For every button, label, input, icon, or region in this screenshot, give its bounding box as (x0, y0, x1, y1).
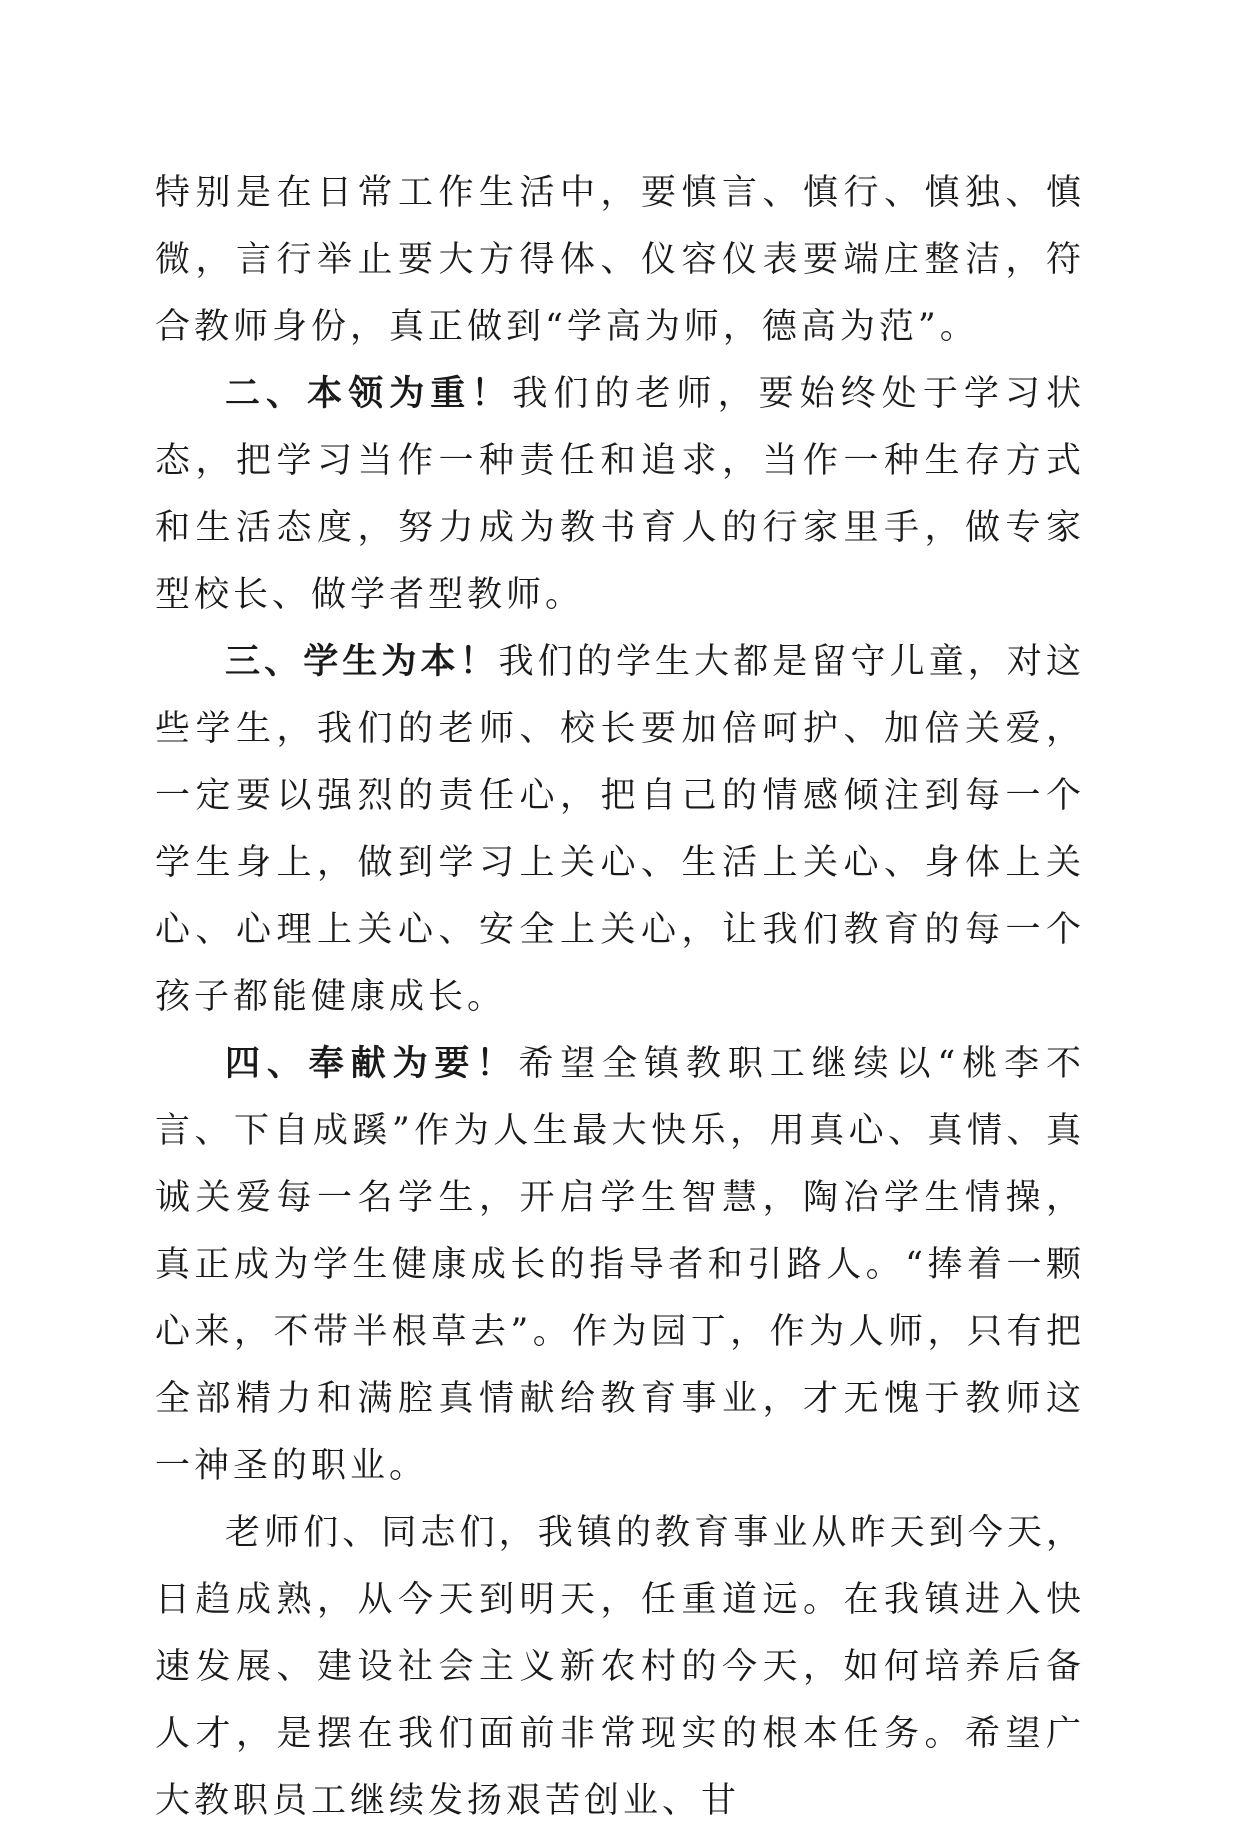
paragraph-skill (155, 361, 1085, 629)
paragraph-text: 我们的老师，要始终处于学习状态，把学习当作一种责任和追求，当作一种生存方式和生活态度，努力成为教书育人的行家里手，做专家型校长、做学者型教师。 (155, 374, 1085, 615)
paragraph-text: 老师们、同志们，我镇的教育事业从昨天到今天，日趋成熟，从今天到明天，任重道远。在我镇进入快速发展、建设社会主义新农村的今天，如何培养后备人才，是摆在我们面前非常现实的根本任务。希望广大教职员工继续发扬艰苦创业、甘 (155, 1513, 1085, 1821)
paragraph-closing (155, 1500, 1085, 1835)
section-heading: 二、本领为重！ (225, 374, 513, 414)
paragraph-text: 我们的学生大都是留守儿童，对这些学生，我们的老师、校长要加倍呵护、加倍关爱，一定要以强烈的责任心，把自己的情感倾注到每一个学生身上，做到学习上关心、生活上关心、身体上关心、心理上关心、安全上关心，让我们教育的每一个孩子都能健康成长。 (155, 642, 1085, 1017)
paragraph-students (155, 629, 1085, 1031)
document-page (155, 160, 1085, 1835)
paragraph-dedication (155, 1031, 1085, 1500)
paragraph-text: 特别是在日常工作生活中，要慎言、慎行、慎独、慎微，言行举止要大方得体、仪容仪表要端庄整洁，符合教师身份，真正做到“学高为师，德高为范”。 (155, 173, 1085, 347)
section-heading: 三、学生为本！ (225, 642, 499, 682)
section-heading: 四、奉献为要！ (225, 1044, 519, 1084)
paragraph-continuation (155, 160, 1085, 361)
paragraph-text: 希望全镇教职工继续以“桃李不言、下自成蹊”作为人生最大快乐，用真心、真情、真诚关爱每一名学生，开启学生智慧，陶冶学生情操，真正成为学生健康成长的指导者和引路人。“捧着一颗心来，不带半根草去”。作为园丁，作为人师，只有把全部精力和满腔真情献给教育事业，才无愧于教师这一神圣的职业。 (155, 1044, 1085, 1486)
